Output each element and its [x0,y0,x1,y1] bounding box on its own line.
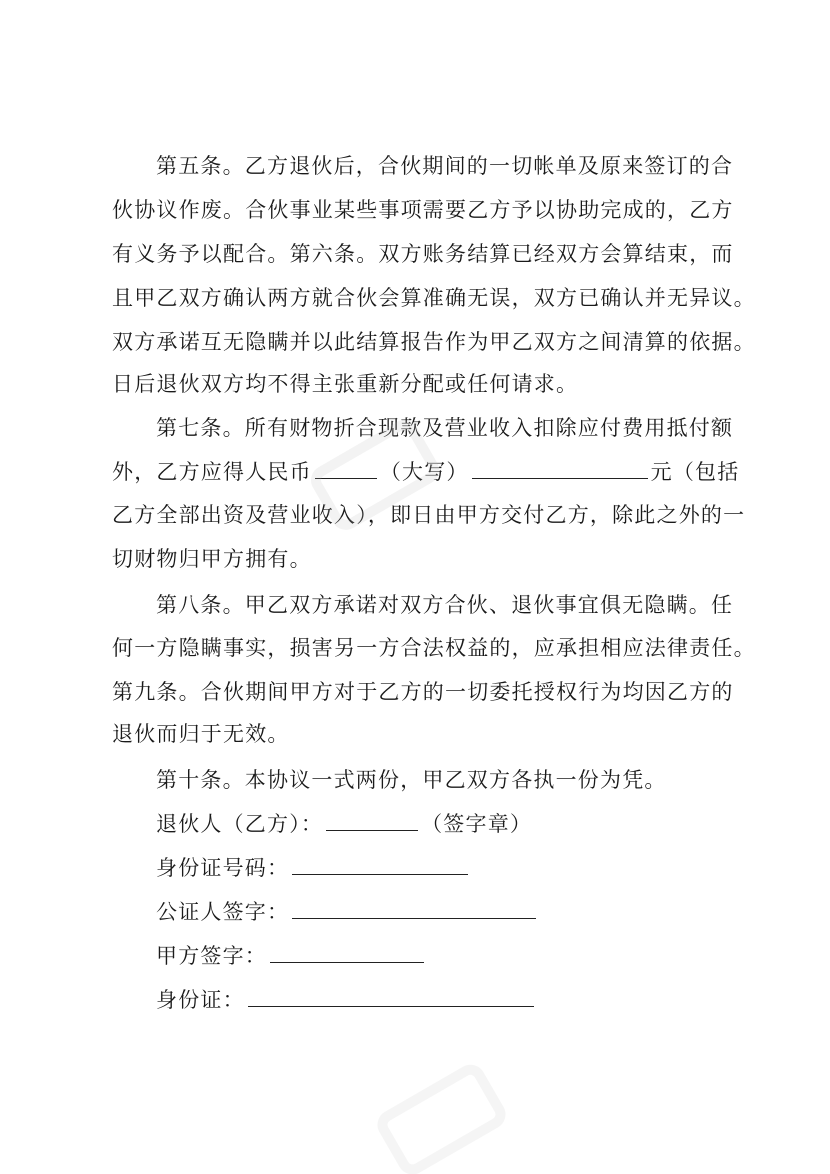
notary-signature-blank[interactable] [292,896,536,919]
paragraph-line: 切财物归甲方拥有。 [112,547,312,571]
paragraph-line: 退伙而归于无效。 [112,722,290,746]
withdrawer-suffix: （签字章） [421,812,533,836]
id-number-label: 身份证号码： [156,856,290,880]
amount-capital-blank[interactable] [472,456,648,479]
amount-capital-label: （大写） [379,460,469,484]
watermark-mark [360,1060,520,1174]
amount-suffix: 元（包括 [650,460,740,484]
paragraph-line: 第十条。本协议一式两份，甲乙双方各执一份为凭。 [156,768,667,792]
paragraph-line: 第七条。所有财物折合现款及营业收入扣除应付费用抵付额 [156,416,734,440]
paragraph-line: 双方承诺互无隐瞒并以此结算报告作为甲乙双方之间清算的依据。 [112,330,756,354]
id-line [156,984,537,1015]
id-number-line [156,852,471,883]
watermark-mark [300,400,450,550]
paragraph-line: 有义务予以配合。第六条。双方账务结算已经双方会算结束，而 [112,242,734,266]
party-a-label: 甲方签字： [156,944,267,968]
party-a-signature-line [156,940,427,971]
notary-signature-line [156,896,539,927]
withdrawer-signature-line [156,808,532,839]
withdrawer-label: 退伙人（乙方）： [156,812,324,836]
id-label: 身份证： [156,988,245,1012]
paragraph-line: 且甲乙双方确认两方就合伙会算准确无误，双方已确认并无异议。 [112,286,756,310]
party-a-signature-blank[interactable] [270,940,424,963]
paragraph-line: 日后退伙双方均不得主张重新分配或任何请求。 [112,372,579,396]
paragraph-line: 乙方全部出资及营业收入），即日由甲方交付乙方，除此之外的一 [112,503,746,527]
paragraph-line: 第五条。乙方退伙后，合伙期间的一切帐单及原来签订的合 [156,154,734,178]
paragraph-line: 伙协议作废。合伙事业某些事项需要乙方予以协助完成的，乙方 [112,198,734,222]
id-blank[interactable] [248,984,534,1007]
paragraph-line: 何一方隐瞒事实，损害另一方合法权益的，应承担相应法律责任。 [112,636,756,660]
paragraph-line: 第九条。合伙期间甲方对于乙方的一切委托授权行为均因乙方的 [112,680,734,704]
notary-label: 公证人签字： [156,900,290,924]
paragraph-line: 第八条。甲乙双方承诺对双方合伙、退伙事宜俱无隐瞒。任 [156,593,734,617]
withdrawer-signature-blank[interactable] [326,808,418,831]
id-number-blank[interactable] [292,852,468,875]
amount-prefix: 外，乙方应得人民币 [112,460,312,484]
